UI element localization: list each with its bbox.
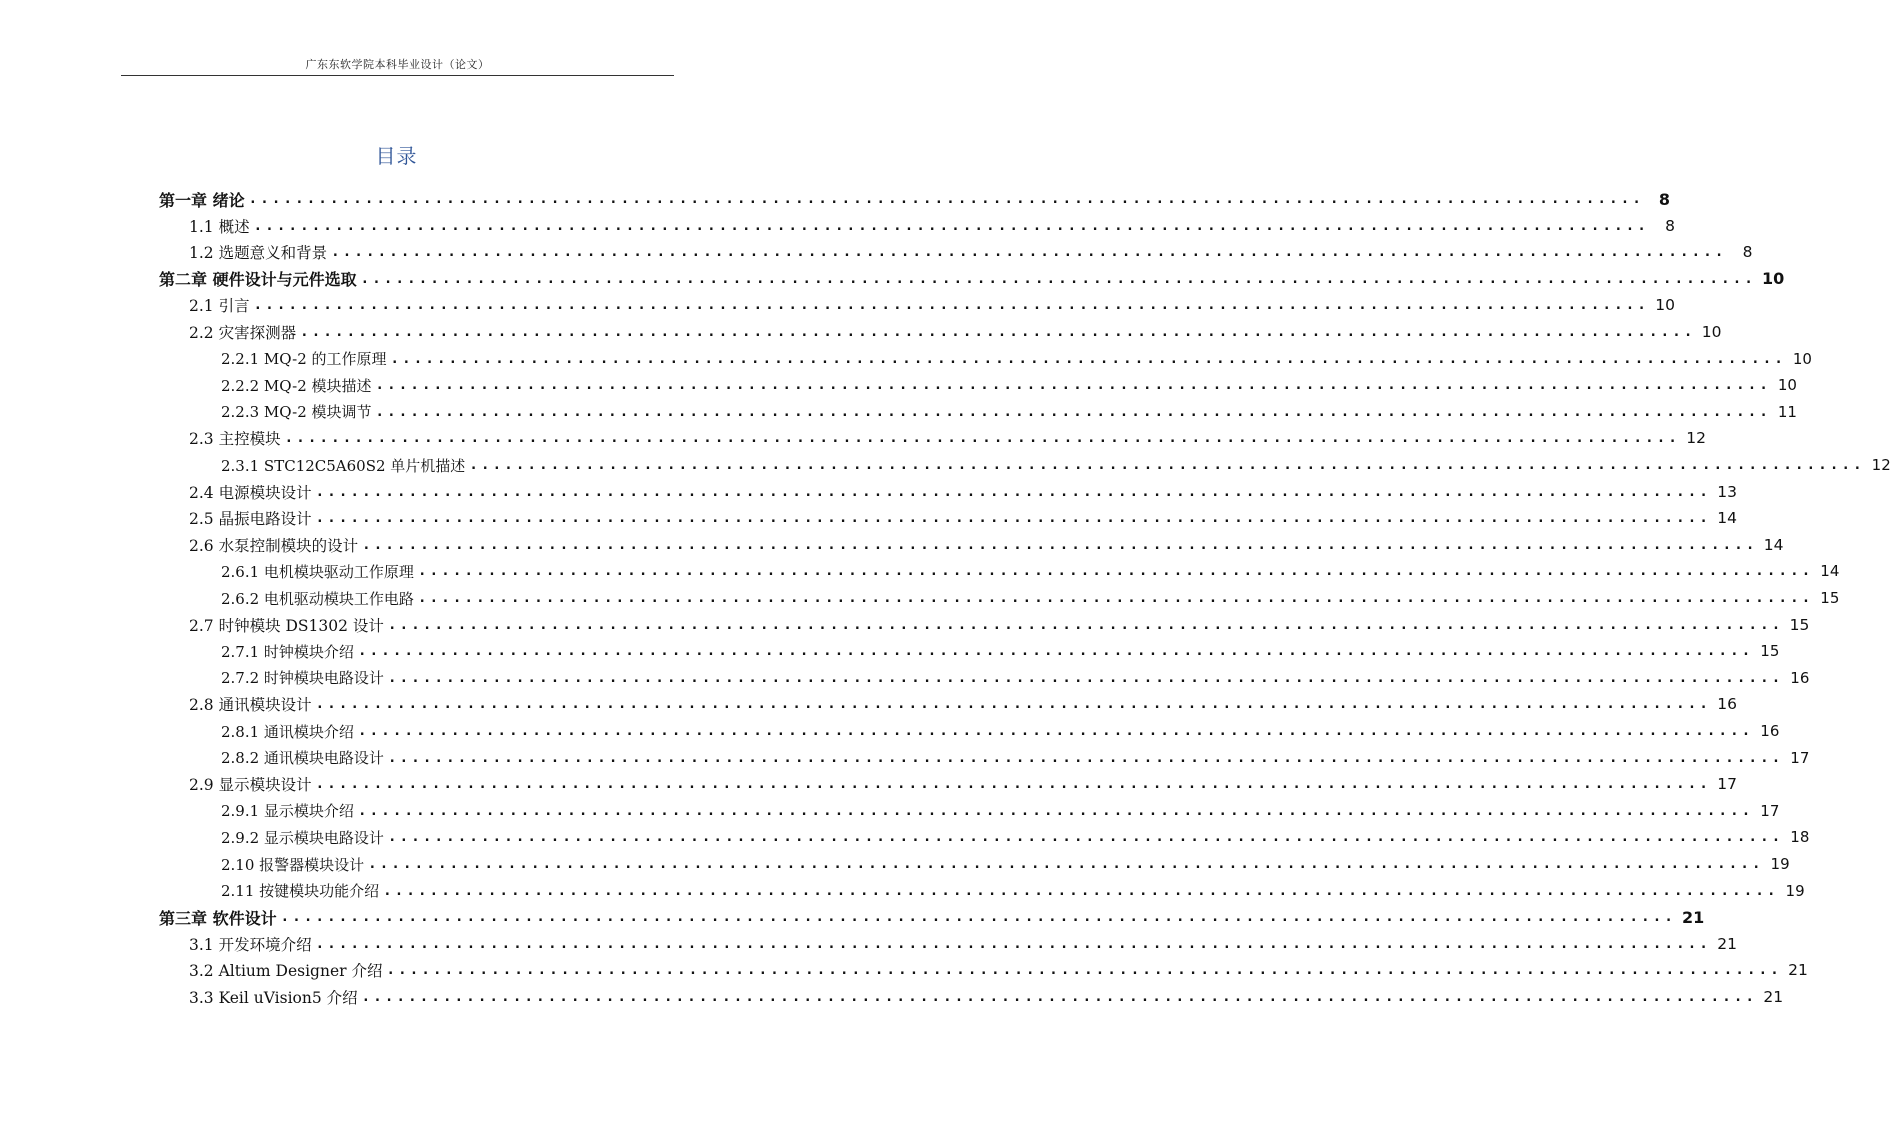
toc-dot-leader: ........................................................................................................................ [387, 829, 1784, 846]
toc-entry[interactable] [189, 532, 1784, 558]
toc-entry[interactable] [221, 824, 1810, 850]
toc-entry-page-number: 8 [1665, 216, 1676, 235]
toc-entry-page-number: 16 [1717, 695, 1738, 714]
toc-entry-page-number: 17 [1717, 775, 1738, 794]
toc-entry-label: 2.2.2 MQ-2 模块描述 [221, 376, 372, 395]
toc-dot-leader: ........................................................................................................................ [469, 457, 1865, 473]
toc-dot-leader: ........................................................................................................................ [315, 483, 1712, 500]
toc-entry-page-number: 16 [1760, 722, 1780, 740]
toc-entry[interactable] [159, 904, 1705, 930]
toc-entry[interactable] [189, 319, 1722, 345]
toc-entry[interactable] [221, 346, 1812, 372]
header-rule [121, 75, 674, 76]
toc-entry-page-number: 16 [1790, 668, 1810, 687]
toc-entry-page-number: 8 [1658, 189, 1671, 209]
toc-entry-page-number: 19 [1770, 855, 1790, 873]
toc-entry[interactable] [189, 292, 1676, 318]
toc-entry-page-number: 10 [1777, 376, 1797, 395]
toc-dot-leader: ........................................................................................................................ [357, 723, 1754, 739]
toc-entry[interactable] [221, 638, 1780, 664]
toc-dot-leader: ........................................................................................................................ [368, 856, 1764, 872]
toc-entry-page-number: 19 [1785, 881, 1805, 900]
toc-dot-leader: ........................................................................................................................ [248, 191, 1645, 207]
toc-dot-leader: ........................................................................................................................ [357, 802, 1754, 819]
toc-entry[interactable] [189, 239, 1753, 265]
toc-entry-label: 2.6 水泵控制模块的设计 [189, 536, 359, 555]
toc-entry[interactable] [221, 878, 1805, 904]
toc-entry-label: 第三章 软件设计 [159, 908, 277, 928]
toc-entry-label: 1.1 概述 [189, 217, 250, 236]
toc-entry-label: 2.2 灾害探测器 [189, 324, 297, 342]
toc-entry-label: 1.2 选题意义和背景 [189, 244, 328, 263]
toc-entry-page-number: 17 [1790, 748, 1810, 767]
toc-entry-page-number: 14 [1763, 535, 1784, 554]
toc-entry-page-number: 10 [1762, 269, 1785, 289]
toc-dot-leader: ........................................................................................................................ [387, 669, 1784, 686]
toc-entry-label: 3.1 开发环境介绍 [189, 935, 312, 954]
toc-entry-page-number: 14 [1820, 562, 1840, 581]
toc-dot-leader: ........................................................................................................................ [284, 430, 1681, 447]
toc-entry-label: 2.10 报警器模块设计 [221, 855, 365, 874]
toc-entry-page-number: 21 [1682, 907, 1705, 927]
toc-entry-label: 2.9 显示模块设计 [189, 776, 312, 795]
toc-entry-page-number: 17 [1760, 801, 1780, 820]
toc-entry[interactable] [221, 745, 1810, 771]
toc-entry-label: 2.7.2 时钟模块电路设计 [221, 669, 384, 688]
toc-dot-leader: ........................................................................................................................ [375, 377, 1771, 394]
toc-entry[interactable] [189, 984, 1784, 1010]
toc-dot-leader: ........................................................................................................................ [362, 536, 1758, 553]
toc-entry-label: 2.11 按键模块功能介绍 [221, 882, 380, 901]
toc-dot-leader: ........................................................................................................................ [383, 882, 1779, 899]
toc-entry[interactable] [189, 479, 1738, 505]
toc-dot-leader: ........................................................................................................................ [360, 270, 1757, 287]
toc-dot-leader: ........................................................................................................................ [300, 324, 1696, 340]
toc-entry[interactable] [189, 931, 1738, 957]
toc-dot-leader: ........................................................................................................................ [361, 989, 1758, 1005]
toc-dot-leader: ........................................................................................................................ [387, 616, 1784, 633]
toc-dot-leader: ........................................................................................................................ [375, 403, 1771, 420]
toc-entry-label: 2.9.1 显示模块介绍 [221, 802, 354, 821]
toc-entry[interactable] [189, 771, 1738, 797]
toc-entry-label: 2.6.1 电机模块驱动工作原理 [221, 562, 414, 581]
toc-entry-label: 2.2.1 MQ-2 的工作原理 [221, 350, 387, 369]
toc-entry[interactable] [221, 585, 1840, 611]
toc-entry[interactable] [189, 612, 1810, 638]
toc-dot-leader: ........................................................................................................................ [315, 935, 1712, 952]
toc-dot-leader: ........................................................................................................................ [331, 244, 1727, 261]
toc-entry-label: 2.7.1 时钟模块介绍 [221, 642, 354, 661]
toc-entry-label: 2.4 电源模块设计 [189, 483, 312, 502]
toc-entry-label: 2.5 晶振电路设计 [189, 510, 312, 529]
toc-entry[interactable] [221, 399, 1797, 425]
toc-entry[interactable] [221, 798, 1780, 824]
toc-entry-label: 2.2.3 MQ-2 模块调节 [221, 403, 372, 422]
toc-entry-label: 第一章 绪论 [159, 190, 245, 210]
toc-entry-page-number: 15 [1789, 615, 1810, 634]
toc-entry-page-number: 10 [1792, 349, 1812, 368]
toc-entry[interactable] [189, 691, 1738, 717]
toc-entry-page-number: 12 [1686, 429, 1707, 448]
toc-entry-label: 3.3 Keil uVision5 介绍 [189, 989, 358, 1007]
toc-entry-page-number: 21 [1788, 961, 1808, 980]
toc-entry-page-number: 15 [1820, 589, 1840, 607]
toc-dot-leader: ........................................................................................................................ [386, 962, 1782, 979]
toc-dot-leader: ........................................................................................................................ [253, 217, 1650, 234]
toc-entry[interactable] [221, 718, 1780, 744]
toc-entry-page-number: 8 [1742, 243, 1753, 262]
toc-entry[interactable] [221, 851, 1790, 877]
toc-entry[interactable] [159, 266, 1785, 292]
toc-entry-label: 2.8.2 通讯模块电路设计 [221, 749, 384, 768]
toc-entry-label: 第二章 硬件设计与元件选取 [159, 270, 357, 290]
toc-dot-leader: ........................................................................................................................ [417, 563, 1814, 580]
toc-dot-leader: ........................................................................................................................ [253, 297, 1650, 314]
toc-entry-label: 2.3.1 STC12C5A60S2 单片机描述 [221, 456, 466, 475]
toc-entry[interactable] [189, 213, 1676, 239]
toc-entry-page-number: 14 [1717, 509, 1738, 528]
toc-entry[interactable] [221, 558, 1840, 584]
toc-entry[interactable] [221, 665, 1810, 691]
toc-entry[interactable] [189, 505, 1738, 531]
toc-entry-page-number: 18 [1790, 828, 1810, 847]
toc-dot-leader: ........................................................................................................................ [417, 590, 1814, 606]
toc-dot-leader: ........................................................................................................................ [315, 696, 1712, 713]
toc-dot-leader: ........................................................................................................................ [315, 776, 1712, 793]
toc-entry-label: 2.8.1 通讯模块介绍 [221, 722, 354, 741]
toc-title: 目录 [375, 144, 418, 168]
toc-entry-label: 2.7 时钟模块 DS1302 设计 [189, 616, 384, 635]
toc-entry-page-number: 15 [1760, 642, 1780, 661]
toc-entry-page-number: 10 [1655, 296, 1676, 315]
running-header: 广东东软学院本科毕业设计（论文） [305, 58, 490, 71]
toc-entry-page-number: 21 [1717, 934, 1738, 953]
toc-entry-page-number: 13 [1717, 482, 1738, 501]
toc-dot-leader: ........................................................................................................................ [280, 909, 1677, 926]
toc-entry-label: 2.9.2 显示模块电路设计 [221, 828, 384, 847]
toc-entry-label: 2.6.2 电机驱动模块工作电路 [221, 589, 414, 608]
toc-entry[interactable] [189, 957, 1808, 983]
toc-entry-page-number: 12 [1871, 456, 1891, 474]
toc-entry[interactable] [189, 425, 1707, 451]
toc-entry-page-number: 11 [1777, 402, 1797, 421]
toc-dot-leader: ........................................................................................................................ [387, 749, 1784, 766]
toc-entry[interactable] [221, 372, 1797, 398]
toc-entry-label: 2.3 主控模块 [189, 430, 281, 449]
toc-entry-label: 2.8 通讯模块设计 [189, 696, 312, 715]
toc-dot-leader: ........................................................................................................................ [315, 510, 1712, 527]
toc-entry-label: 3.2 Altium Designer 介绍 [189, 962, 383, 981]
toc-dot-leader: ........................................................................................................................ [390, 350, 1786, 367]
toc-entry-page-number: 10 [1701, 323, 1722, 341]
toc-entry-label: 2.1 引言 [189, 297, 250, 316]
toc-dot-leader: ........................................................................................................................ [357, 643, 1754, 660]
toc-entry[interactable] [221, 452, 1891, 478]
toc-entry[interactable] [159, 186, 1671, 212]
toc-entry-page-number: 21 [1763, 988, 1784, 1006]
